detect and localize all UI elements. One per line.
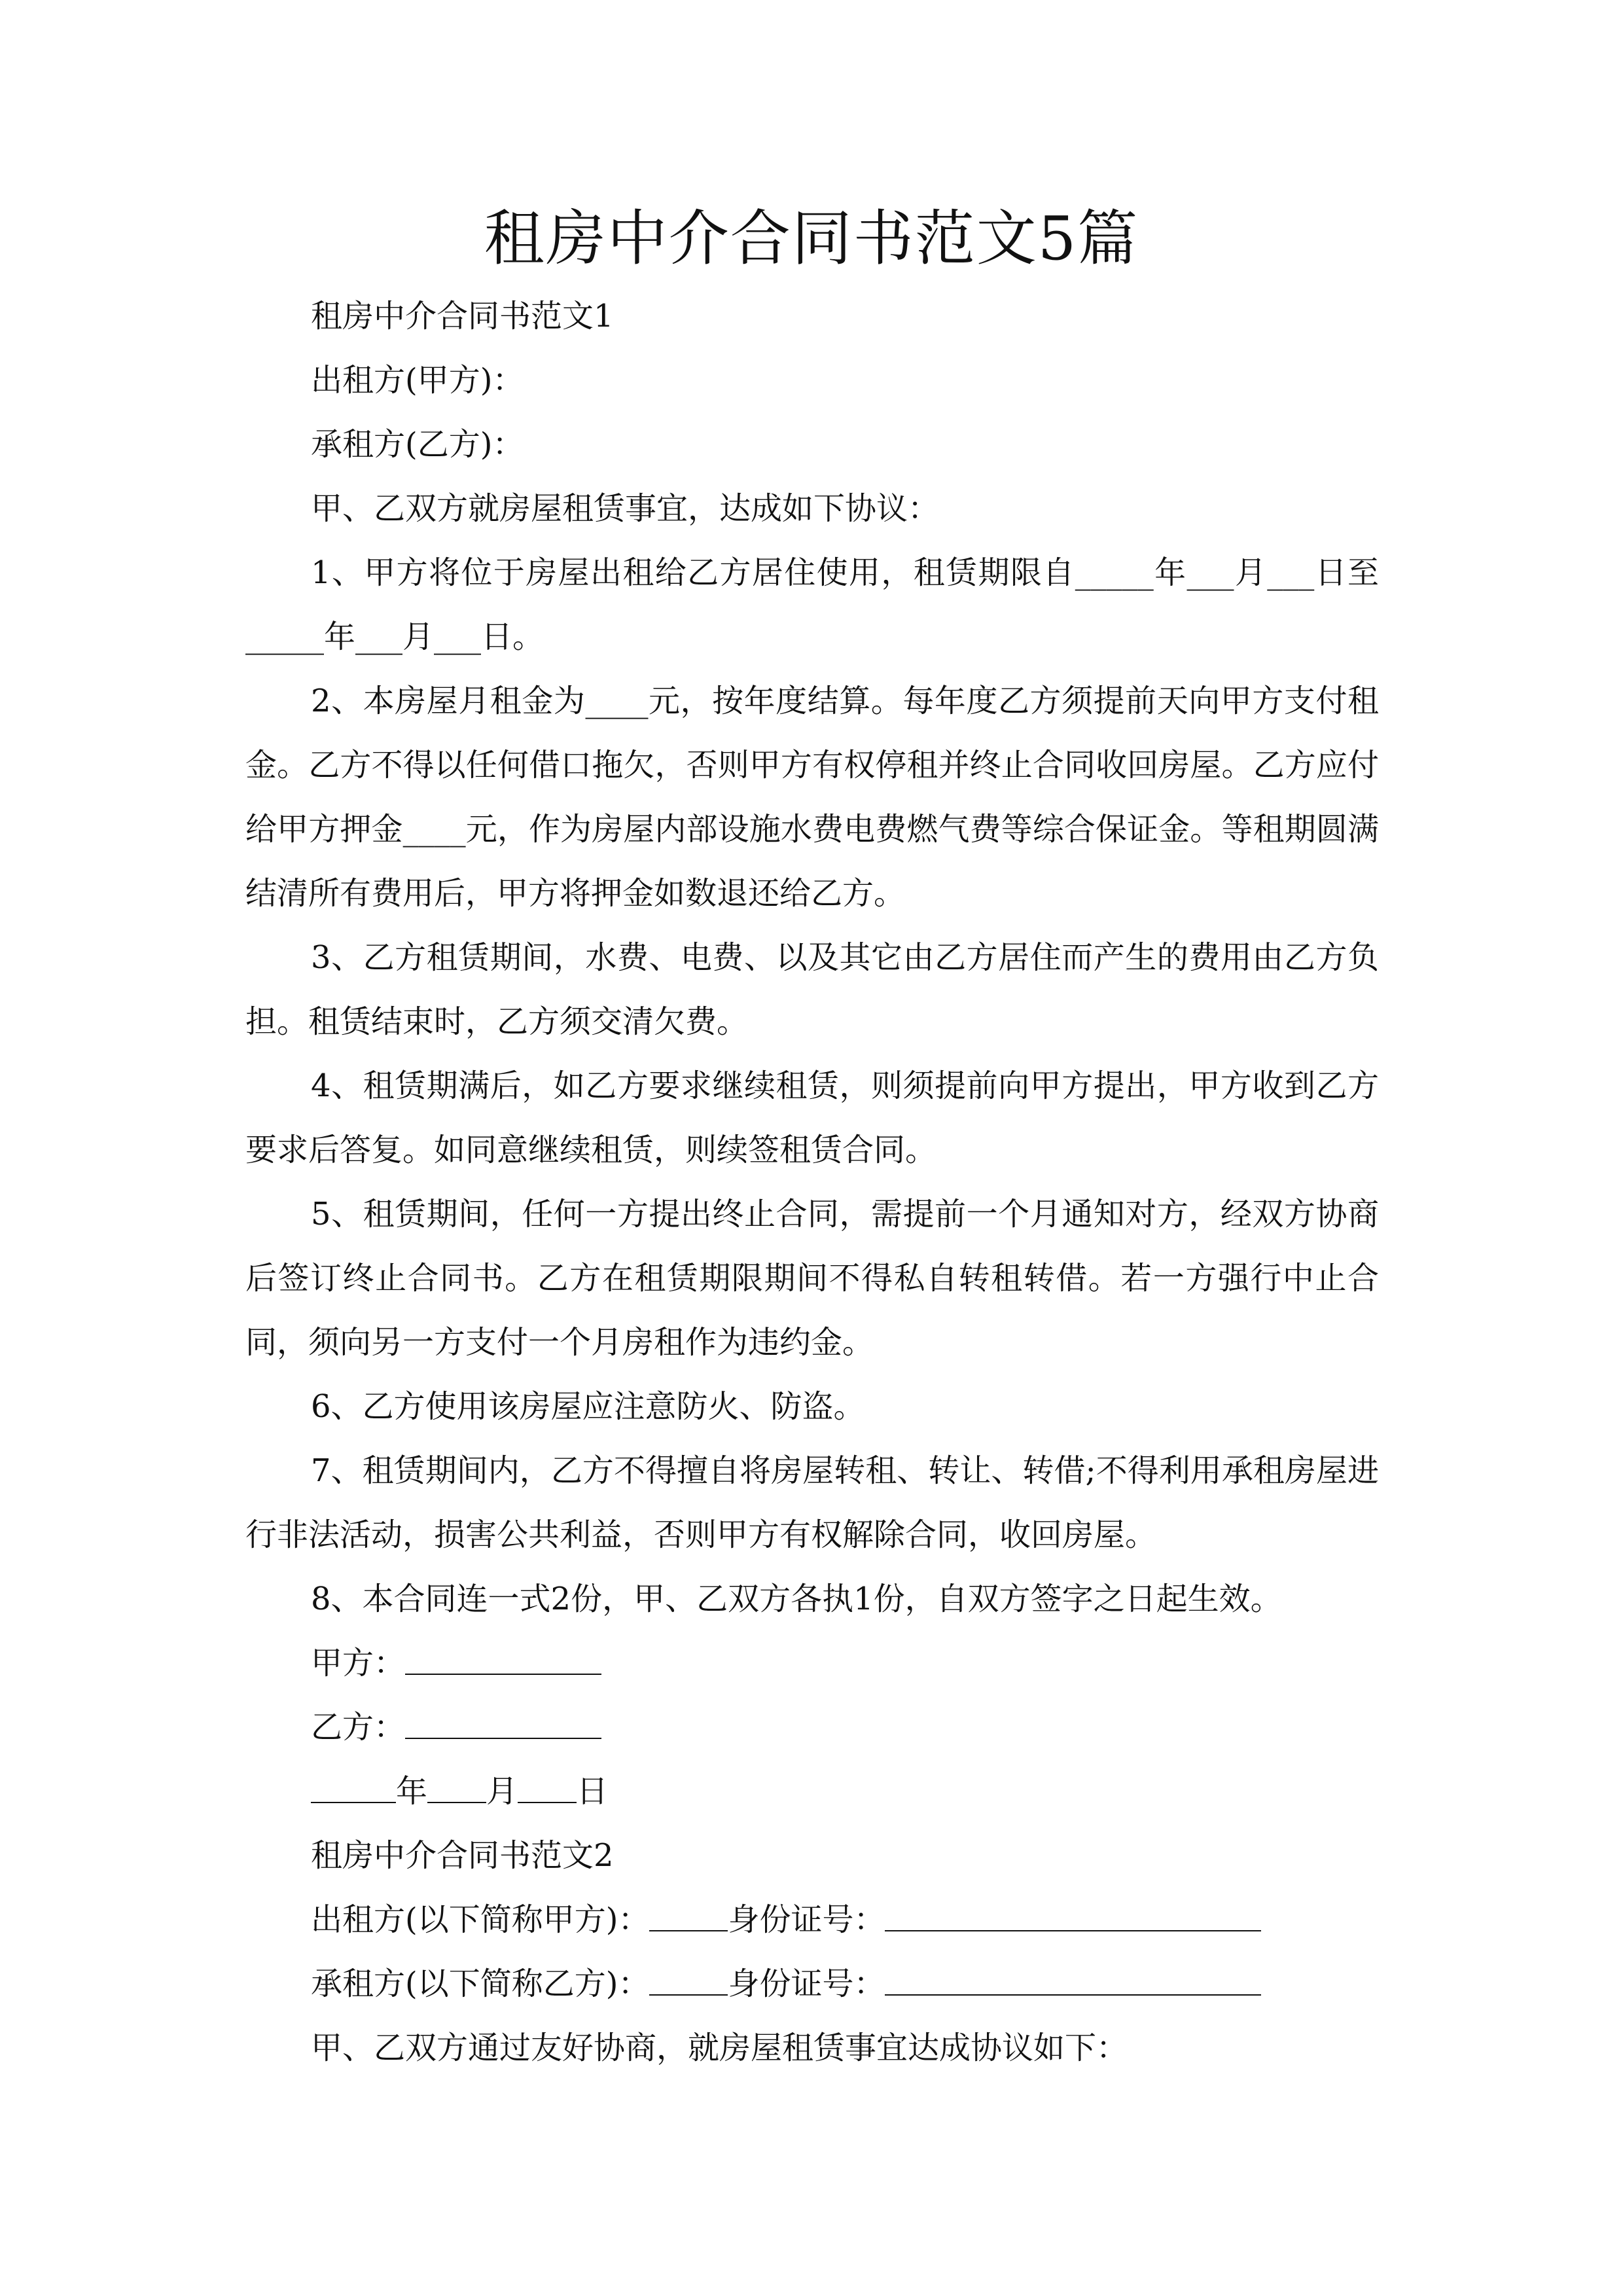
signature-party-b-blank: [405, 1710, 601, 1739]
signature-party-b-label: 乙方：: [311, 1709, 406, 1746]
signature-date: [311, 1759, 1379, 1823]
s2-lessee-id-blank: [885, 1966, 1261, 1996]
clause-7: 7、租赁期间内，乙方不得擅自将房屋转租、转让、转借;不得利用承租房屋进行非法活动，损害公共利益，否则甲方有权解除合同，收回房屋。: [245, 1452, 1379, 1553]
signature-party-a-label: 甲方：: [311, 1645, 406, 1681]
date-month-label: 月: [486, 1773, 518, 1810]
clause-3: 3、乙方租赁期间，水费、电费、以及其它由乙方居住而产生的费用由乙方负担。租赁结束时，乙方须交清欠费。: [245, 939, 1379, 1040]
s2-lessor-label: 出租方(以下简称甲方)：: [311, 1901, 650, 1938]
section-2-heading: 租房中介合同书范文2: [311, 1837, 614, 1874]
lessee-line: 承租方(乙方)：: [311, 426, 524, 463]
clause-4: 4、租赁期满后，如乙方要求继续租赁，则须提前向甲方提出，甲方收到乙方要求后答复。如同意继续租赁，则续签租赁合同。: [245, 1067, 1379, 1168]
s2-lessor-line: [311, 1888, 1379, 1952]
date-year-blank: [311, 1774, 396, 1803]
s2-lessee-name-blank: [649, 1966, 728, 1996]
date-year-label: 年: [396, 1773, 428, 1810]
s2-lessor-id-blank: [885, 1902, 1261, 1931]
signature-party-a-blank: [405, 1645, 601, 1675]
s2-lessee-line: [311, 1952, 1379, 2016]
clause-5: 5、租赁期间，任何一方提出终止合同，需提前一个月通知对方，经双方协商后签订终止合同书。乙方在租赁期限期间不得私自转租转借。若一方强行中止合同，须向另一方支付一个月房租作为违约金。: [245, 1196, 1379, 1361]
s2-lessee-id-label: 身份证号：: [728, 1965, 885, 2002]
s2-lessor-name-blank: [649, 1902, 728, 1931]
signature-party-b: [311, 1695, 1379, 1759]
date-day-blank: [518, 1774, 577, 1803]
document-body: [245, 284, 1379, 2080]
page-title: 租房中介合同书范文5篇: [484, 204, 1139, 274]
clause-6: 6、乙方使用该房屋应注意防火、防盗。: [311, 1388, 865, 1425]
s2-intro-line: 甲、乙双方通过友好协商，就房屋租赁事宜达成协议如下：: [311, 2030, 1128, 2066]
clause-2: 2、本房屋月租金为____元，按年度结算。每年度乙方须提前天向甲方支付租金。乙方不得以任何借口拖欠，否则甲方有权停租并终止合同收回房屋。乙方应付给甲方押金____元，作为房屋内部设施水费电费燃气费等综合保证金。等租期圆满结清所有费用后，甲方将押金如数退还给乙方。: [245, 683, 1379, 912]
date-day-label: 日: [577, 1773, 609, 1810]
clause-8: 8、本合同连一式2份，甲、乙双方各执1份，自双方签字之日起生效。: [311, 1581, 1282, 1617]
signature-party-a: [311, 1631, 1379, 1695]
intro-line: 甲、乙双方就房屋租赁事宜，达成如下协议：: [311, 490, 940, 527]
lessor-line: 出租方(甲方)：: [311, 362, 524, 399]
section-1-heading: 租房中介合同书范文1: [311, 298, 614, 334]
clause-1: 1、甲方将位于房屋出租给乙方居住使用，租赁期限自_____年___月___日至_____年___月___日。: [245, 554, 1379, 655]
s2-lessor-id-label: 身份证号：: [728, 1901, 885, 1938]
s2-lessee-label: 承租方(以下简称乙方)：: [311, 1965, 650, 2002]
date-month-blank: [427, 1774, 486, 1803]
